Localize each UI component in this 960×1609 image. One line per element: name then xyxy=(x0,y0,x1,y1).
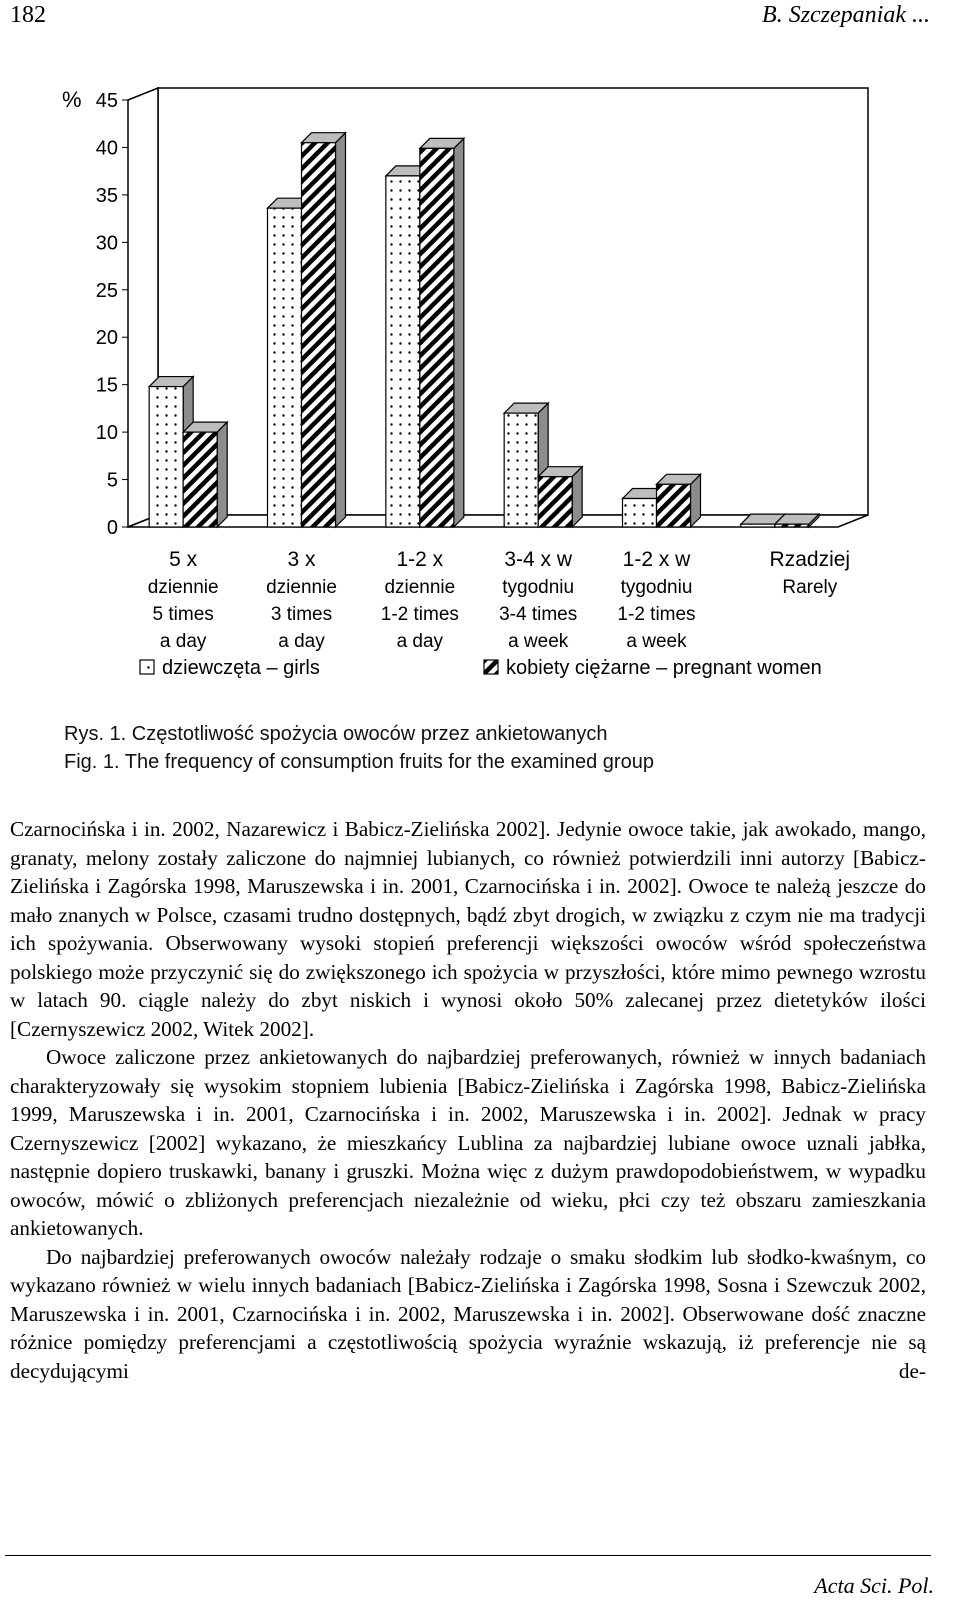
y-tick-label: 0 xyxy=(106,517,118,539)
category-label-line: dziennie xyxy=(147,577,219,598)
y-tick-label: 20 xyxy=(95,327,118,350)
bar xyxy=(420,138,464,527)
legend xyxy=(140,657,822,679)
category-label-line: 1-2 x w xyxy=(622,548,691,571)
bar-front xyxy=(775,524,809,527)
y-tick-label: 30 xyxy=(95,232,118,255)
plot-walls xyxy=(128,88,868,527)
category-label-line: dziennie xyxy=(266,577,337,598)
y-tick-label: 35 xyxy=(95,184,118,207)
bar xyxy=(302,133,346,527)
category-label-line: Rarely xyxy=(782,577,838,598)
bar-front xyxy=(302,143,336,527)
figure-caption-pl: Rys. 1. Częstotliwość spożycia owoców przez ankietowanych xyxy=(64,723,608,745)
bar-front xyxy=(657,484,691,527)
bar xyxy=(183,422,227,527)
category-label-line: a day xyxy=(278,631,325,652)
y-tick-label: 10 xyxy=(95,422,118,445)
category-label-line: 1-2 times xyxy=(617,604,696,625)
body-text xyxy=(10,815,926,1385)
page-header xyxy=(0,0,960,40)
bar-front xyxy=(504,413,538,527)
bar-front xyxy=(386,176,420,527)
paragraph: Do najbardziej preferowanych owoców należały rodzaje o smaku słodkim lub słodko-kwaśnym, co wykazano również w wielu innych badaniach [Babicz-Zielińska i Zagórska 1998, Sosna i Szewczuk 2002, Maruszewska i in. 2001, Czarnocińska i in. 2002, Maruszewska i in. 2002]. Obserwowane dość znaczne różnice pomiędzy preferencjami a częstotliwością spożycia wyraźnie wskazują, iż preferencje nie są decydującymi de- xyxy=(10,1244,926,1383)
category-label-line: a week xyxy=(508,631,569,652)
plot-frame xyxy=(128,88,868,527)
legend-item xyxy=(484,657,822,679)
category-labels xyxy=(148,548,850,652)
category-label-line: a day xyxy=(159,631,207,652)
paragraph: Owoce zaliczone przez ankietowanych do najbardziej preferowanych, również w innych badaniach charakteryzowały się wysokim stopniem lubienia [Babicz-Zielińska i Zagórska 1998, Babicz-Zielińska 1999, Maruszewska i in. 2001, Czarnocińska i in. 2002, Maruszewska i in. 2002]. Jednak w pracy Czernyszewicz [2002] wykazano, że mieszkańcy Lublina za najbardziej lubiane owoce uznali jabłka, następnie dopiero truskawki, banany i gruszki. Można więc z dużym prawdopodobieństwem, w wypadku owoców, mówić o zbliżonych preferencjach niezależnie od wieku, płci czy też obszaru zamieszkania ankietowanych. xyxy=(10,1045,926,1240)
bar-front xyxy=(149,387,183,527)
category-label-line: 5 x xyxy=(169,548,198,571)
bar-front xyxy=(741,524,775,527)
category-label-line: 5 times xyxy=(152,604,214,625)
category-label-line: 3 x xyxy=(287,548,316,571)
category-label-line: 1-2 times xyxy=(380,604,459,625)
legend-swatch-pregnant-women xyxy=(484,660,498,674)
legend-swatch-girls xyxy=(140,660,154,674)
category-label-line: tygodniu xyxy=(620,577,693,598)
category-label-line: 3 times xyxy=(270,604,333,625)
category-label-line: a day xyxy=(396,631,444,652)
y-tick-label: 25 xyxy=(95,279,118,302)
category-label-line: 3-4 times xyxy=(499,604,578,625)
legend-item xyxy=(140,657,320,679)
frequency-bar-chart xyxy=(0,60,960,720)
legend-label: kobiety ciężarne – pregnant women xyxy=(506,657,822,679)
footer-rule xyxy=(5,1555,931,1556)
bar-side xyxy=(336,133,346,527)
paragraph: Czarnocińska i in. 2002, Nazarewicz i Babicz-Zielińska 2002]. Jedynie owoce takie, jak awokado, mango, granaty, melony zostały zaliczone do najmniej lubianych, co również potwierdzili inni autorzy [Babicz-Zielińska i Zagórska 1998, Maruszewska i in. 2001, Czarnocińska i in. 2002]. Owoce te należą jeszcze do mało znanych w Polsce, czasami trudno dostępnych, bądź zbyt drogich, w związku z czym nie ma tradycji ich spożywania. Obserwowany wysoki stopień preferencji większości owoców wśród społeczeństwa polskiego może przyczynić się do zwiększonego ich spożycia w przyszłości, które mimo pewnego wzrostu w latach 90. ciągle należy do zbyt niskich i wynosi około 50% zalecanej przez dietetyków ilości [Czernyszewicz 2002, Witek 2002]. xyxy=(10,817,926,1041)
journal-footer: Acta Sci. Pol. xyxy=(814,1573,934,1598)
bar-front xyxy=(623,499,657,527)
y-tick-label: 40 xyxy=(95,137,118,160)
bar xyxy=(657,474,701,527)
category-label-line: 1-2 x xyxy=(396,548,444,571)
y-axis xyxy=(62,87,128,539)
bar-side xyxy=(217,422,227,527)
legend-label: dziewczęta – girls xyxy=(162,657,320,679)
y-tick-label: 15 xyxy=(95,374,118,397)
y-tick-label: 45 xyxy=(95,90,118,112)
running-title: B. Szczepaniak ... xyxy=(762,2,930,28)
category-label-line: dziennie xyxy=(384,577,456,598)
bar-front xyxy=(268,208,302,527)
category-label-line: a week xyxy=(626,631,687,652)
y-tick-label: 5 xyxy=(106,469,118,492)
bar-front xyxy=(183,432,217,527)
bar-front xyxy=(420,148,454,527)
category-label-line: 3-4 x w xyxy=(504,548,573,571)
page-number: 182 xyxy=(10,2,46,28)
category-label-line: Rzadziej xyxy=(769,548,851,571)
category-label-line: tygodniu xyxy=(502,577,575,598)
bar-front xyxy=(538,477,572,527)
bar-side xyxy=(454,138,464,527)
figure-caption-en: Fig. 1. The frequency of consumption fruits for the examined group xyxy=(64,751,654,773)
bar xyxy=(538,467,582,527)
y-unit-label: % xyxy=(62,87,82,112)
